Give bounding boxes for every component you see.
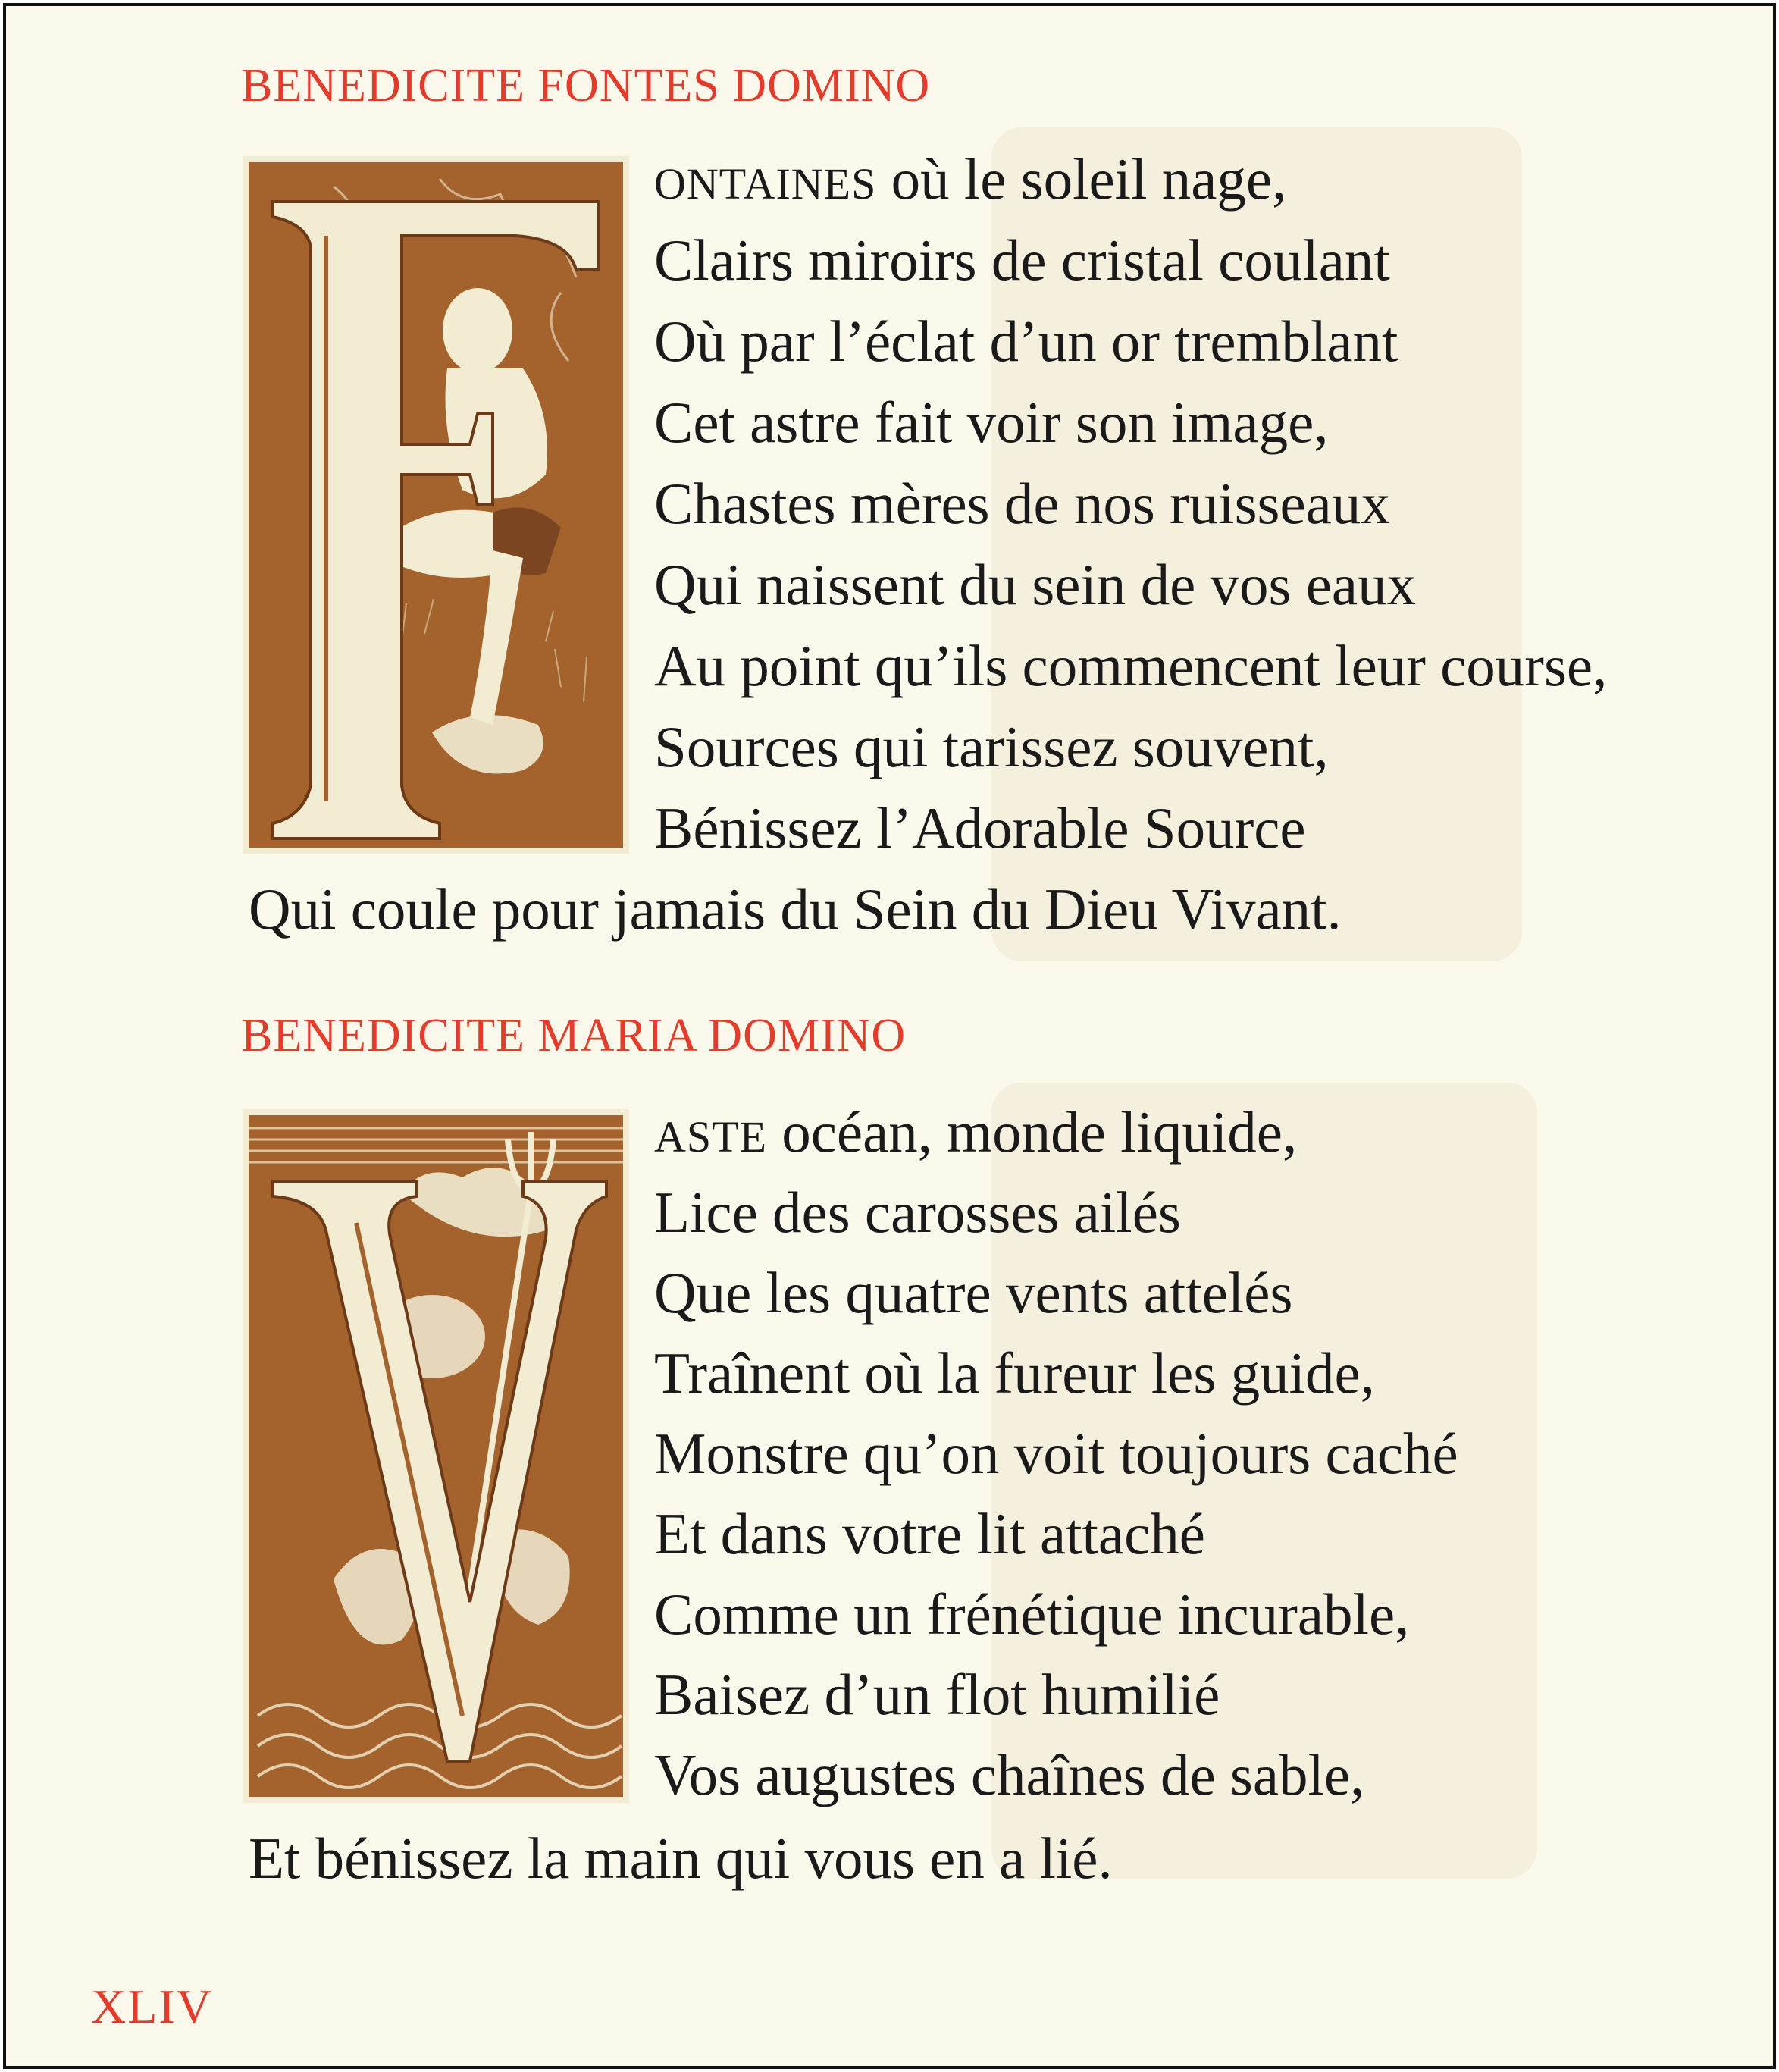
verse-line [654, 1099, 1298, 1165]
first-word-small-caps: ONTAINES [654, 159, 877, 208]
verse-line: Clairs miroirs de cristal coulant [654, 227, 1390, 293]
verse-line: Cet astre fait voir son image, [654, 390, 1329, 455]
verse-line: Lice des carosses ailés [654, 1180, 1181, 1245]
woodcut-initial-f [243, 156, 629, 854]
verse-line: Bénissez l’Adorable Source [654, 795, 1306, 860]
verse-line: Comme un frénétique incurable, [654, 1581, 1410, 1647]
book-page [3, 3, 1776, 2069]
woodcut-neptune-ocean-illustration [243, 1109, 629, 1803]
section-heading: BENEDICITE MARIA DOMINO [241, 1010, 907, 1061]
verse-closing-line: Et bénissez la main qui vous en a lié. [249, 1826, 1113, 1891]
verse-line: Baisez d’un flot humilié [654, 1662, 1220, 1727]
verse-line: Qui naissent du sein de vos eaux [654, 552, 1417, 617]
verse-line: Vos augustes chaînes de sable, [654, 1742, 1365, 1807]
first-line-text: où le soleil nage, [876, 146, 1287, 212]
verse-line: Et dans votre lit attaché [654, 1501, 1205, 1566]
woodcut-fountain-nymph-illustration [243, 156, 629, 854]
verse-line: Traînent où la fureur les guide, [654, 1340, 1375, 1406]
section-heading: BENEDICITE FONTES DOMINO [241, 60, 931, 111]
verse-line [654, 146, 1287, 212]
first-word-small-caps: ASTE [654, 1112, 767, 1161]
verse-line: Au point qu’ils commencent leur course, [654, 633, 1608, 698]
verse-closing-line: Qui coule pour jamais du Sein du Dieu Vivant. [249, 876, 1342, 942]
woodcut-initial-v [243, 1109, 629, 1803]
verse-line: Que les quatre vents attelés [654, 1260, 1293, 1325]
page-number: XLIV [91, 1980, 213, 2033]
first-line-text: océan, monde liquide, [767, 1099, 1298, 1165]
verse-line: Sources qui tarissez souvent, [654, 714, 1329, 779]
verse-line: Où par l’éclat d’un or tremblant [654, 309, 1398, 374]
verse-line: Chastes mères de nos ruisseaux [654, 471, 1390, 536]
verse-line: Monstre qu’on voit toujours caché [654, 1421, 1458, 1486]
